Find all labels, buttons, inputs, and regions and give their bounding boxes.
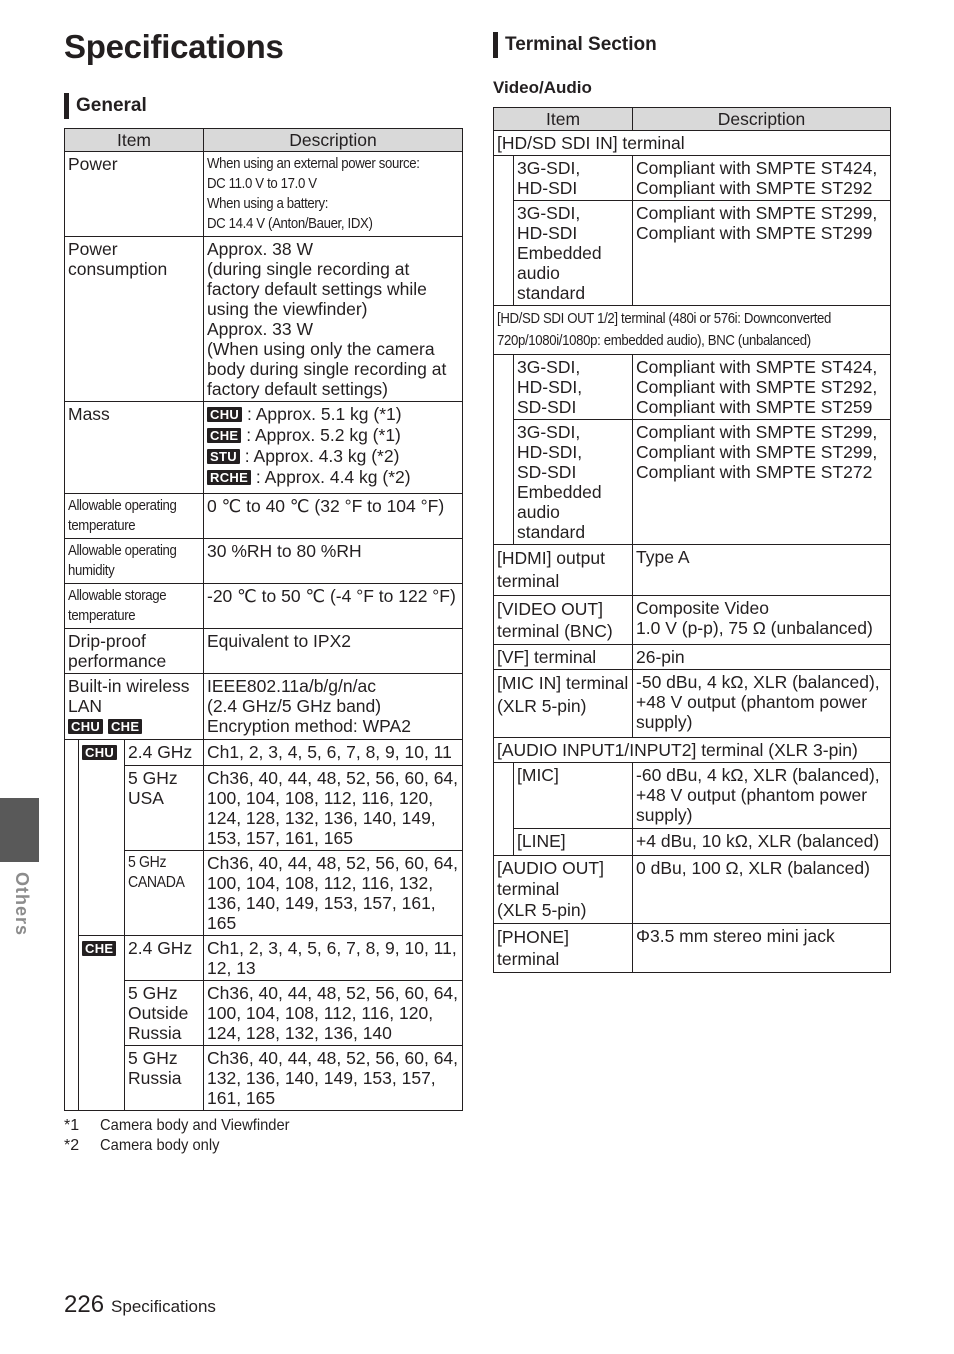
header-item: Item [494,108,633,131]
row-desc-operating-humidity: 30 %RH to 80 %RH [204,539,463,584]
side-tab-marker [0,798,39,862]
footnote: *1 Camera body and Viewfinder [64,1117,290,1134]
footer-section-label: Specifications [111,1297,216,1316]
general-heading: General [64,93,147,119]
table-row [494,131,891,156]
table-header-row [65,129,463,152]
row-item: 3G-SDI, HD-SDI, SD-SDI [514,355,633,420]
table-row [494,829,891,856]
row-item-mic-in: [MIC IN] terminal (XLR 5-pin) [494,670,633,738]
indent-spacer [494,763,514,856]
wifi-channels: Ch36, 40, 44, 48, 52, 56, 60, 64, 132, 136, 140, 149, 153, 157, 161, 165 [204,1046,463,1111]
page-footer [64,1291,216,1319]
row-desc: Compliant with SMPTE ST424, Compliant with SMPTE ST292, Compliant with SMPTE ST259 [633,355,891,420]
wifi-channels: Ch36, 40, 44, 48, 52, 56, 60, 64, 100, 104, 108, 112, 116, 120, 124, 128, 132, 136, 140 [204,981,463,1046]
table-row [65,981,463,1046]
table-row [494,545,891,596]
row-desc: Compliant with SMPTE ST299, Compliant with SMPTE ST299 [633,201,891,306]
row-desc-power-consumption: Approx. 38 W (during single recording at factory default settings while using the viewfinder) Approx. 33 W (When using only the camera body during single recording at factory default settings) [204,237,463,402]
row-desc-drip-proof: Equivalent to IPX2 [204,629,463,674]
table-row [65,936,463,981]
wifi-band: 5 GHz Russia [125,1046,204,1111]
model-badge-chu: CHU [82,745,117,760]
row-item-power-consumption: Power consumption [65,237,204,402]
table-row [65,584,463,629]
model-badge-rche: RCHE [207,470,251,485]
wifi-channels: Ch36, 40, 44, 48, 52, 56, 60, 64, 100, 104, 108, 112, 116, 120, 124, 128, 132, 136, 140, 149, 153, 157, 161, 165 [204,766,463,851]
che-group-label [79,936,125,1111]
table-row [65,851,463,936]
row-item-phone: [PHONE] terminal [494,924,633,973]
row-desc-vf: 26-pin [633,645,891,670]
table-row [65,740,463,766]
wifi-channels: Ch1, 2, 3, 4, 5, 6, 7, 8, 9, 10, 11 [204,740,463,766]
header-item: Item [65,129,204,152]
row-item-vf: [VF] terminal [494,645,633,670]
model-badge-chu: CHU [207,407,242,422]
wifi-band: 2.4 GHz [125,740,204,766]
mass-line: STU : Approx. 4.3 kg (*2) [207,446,460,467]
table-row [494,355,891,420]
row-desc-hdmi: Type A [633,545,891,596]
table-header-row [494,108,891,131]
table-row [65,237,463,402]
table-row [65,629,463,674]
table-row [494,856,891,924]
page-title: Specifications [64,28,284,65]
table-row [494,420,891,545]
table-row [494,201,891,306]
row-desc-mic-in: -50 dBu, 4 kΩ, XLR (balanced), +48 V output (phantom power supply) [633,670,891,738]
terminal-spec-table [493,107,891,973]
row-item-operating-humidity: Allowable operating humidity [65,539,204,584]
row-item: 3G-SDI, HD-SDI Embedded audio standard [514,201,633,306]
row-item: 3G-SDI, HD-SDI, SD-SDI Embedded audio standard [514,420,633,545]
group-audio-input: [AUDIO INPUT1/INPUT2] terminal (XLR 3-pin) [494,738,891,763]
row-item: 3G-SDI, HD-SDI [514,156,633,201]
row-desc-storage-temperature: -20 ℃ to 50 ℃ (-4 °F to 122 °F) [204,584,463,629]
row-desc-audio-out: 0 dBu, 100 Ω, XLR (balanced) [633,856,891,924]
table-row [494,924,891,973]
row-desc-mass [204,402,463,494]
mass-line: CHE : Approx. 5.2 kg (*1) [207,425,460,446]
row-item-video-out: [VIDEO OUT] terminal (BNC) [494,596,633,645]
table-row [65,402,463,494]
indent-spacer [65,740,79,1111]
table-row [494,738,891,763]
table-row [494,156,891,201]
row-item-operating-temperature: Allowable operating temperature [65,494,204,539]
wifi-band: 5 GHz USA [125,766,204,851]
table-row [494,306,891,355]
wifi-channels: Ch1, 2, 3, 4, 5, 6, 7, 8, 9, 10, 11, 12, 13 [204,936,463,981]
row-item-storage-temperature: Allowable storage temperature [65,584,204,629]
chu-group-label [79,740,125,936]
row-item-wireless-lan: Built-in wireless LAN CHU CHE [65,674,204,740]
table-row [65,766,463,851]
table-row [494,645,891,670]
row-desc-phone: Φ3.5 mm stereo mini jack [633,924,891,973]
table-row [494,596,891,645]
group-sdi-out: [HD/SD SDI OUT 1/2] terminal (480i or 576i: Downconverted 720p/1080i/1080p: embedded audio), BNC (unbalanced) [494,306,891,355]
row-desc: Compliant with SMPTE ST424, Compliant with SMPTE ST292 [633,156,891,201]
side-tab-label: Others [12,872,32,937]
table-row [65,494,463,539]
general-spec-table [64,128,463,1111]
model-badge-che: CHE [82,941,116,956]
table-row [65,1046,463,1111]
table-row [65,152,463,237]
table-row [65,674,463,740]
row-item-mic: [MIC] [514,763,633,829]
indent-spacer [494,156,514,306]
row-desc-operating-temperature: 0 ℃ to 40 ℃ (32 °F to 104 °F) [204,494,463,539]
mass-line: CHU : Approx. 5.1 kg (*1) [207,404,460,425]
row-desc-wireless-lan: IEEE802.11a/b/g/n/ac (2.4 GHz/5 GHz band) Encryption method: WPA2 [204,674,463,740]
row-item-audio-out: [AUDIO OUT] terminal (XLR 5-pin) [494,856,633,924]
header-description: Description [633,108,891,131]
row-desc: Compliant with SMPTE ST299, Compliant with SMPTE ST299, Compliant with SMPTE ST272 [633,420,891,545]
row-item-hdmi: [HDMI] output terminal [494,545,633,596]
mass-line: RCHE : Approx. 4.4 kg (*2) [207,467,460,488]
terminal-heading: Terminal Section [493,32,657,58]
wifi-band: 2.4 GHz [125,936,204,981]
model-badge-stu: STU [207,449,240,464]
row-item-mass: Mass [65,402,204,494]
row-item-power: Power [65,152,204,237]
model-badge-che: CHE [207,428,241,443]
indent-spacer [494,355,514,545]
row-desc-mic: -60 dBu, 4 kΩ, XLR (balanced), +48 V output (phantom power supply) [633,763,891,829]
table-row [494,763,891,829]
wifi-band: 5 GHz Outside Russia [125,981,204,1046]
model-badge-chu: CHU [68,719,103,734]
table-row [494,670,891,738]
footnotes [64,1116,306,1156]
row-desc-video-out: Composite Video 1.0 V (p-p), 75 Ω (unbalanced) [633,596,891,645]
row-desc-power: When using an external power source: DC 11.0 V to 17.0 V When using a battery: DC 14.4 V (Anton/Bauer, IDX) [204,152,463,237]
page-number: 226 [64,1291,105,1318]
row-item-drip-proof: Drip-proof performance [65,629,204,674]
video-audio-subheading: Video/Audio [493,78,592,97]
header-description: Description [204,129,463,152]
row-item-line: [LINE] [514,829,633,856]
wifi-band: 5 GHz CANADA [125,851,204,936]
model-badge-che: CHE [108,719,142,734]
wifi-channels: Ch36, 40, 44, 48, 52, 56, 60, 64, 100, 104, 108, 112, 116, 132, 136, 140, 149, 153, 157, 161, 165 [204,851,463,936]
row-desc-line: +4 dBu, 10 kΩ, XLR (balanced) [633,829,891,856]
footnote: *2 Camera body only [64,1137,220,1154]
table-row [65,539,463,584]
group-sdi-in: [HD/SD SDI IN] terminal [494,131,891,156]
